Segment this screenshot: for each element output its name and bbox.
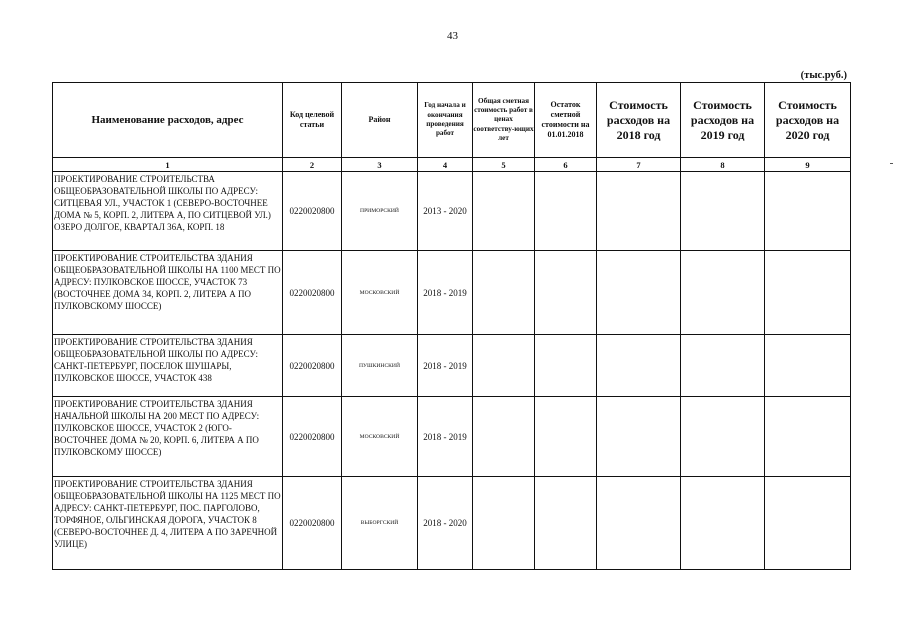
total-cost bbox=[473, 477, 535, 570]
edge-mark bbox=[890, 163, 893, 164]
header-row bbox=[53, 83, 851, 158]
district: ПРИМОРСКИЙ bbox=[342, 172, 418, 251]
units-label: (тыс.руб.) bbox=[800, 70, 847, 81]
remaining-cost bbox=[535, 251, 597, 335]
header-name: Наименование расходов, адрес bbox=[53, 83, 283, 158]
expense-name: ПРОЕКТИРОВАНИЕ СТРОИТЕЛЬСТВА ЗДАНИЯ НАЧАЛЬНОЙ ШКОЛЫ НА 200 МЕСТ ПО АДРЕСУ: ПУЛКОВСКОЕ ШОССЕ, УЧАСТОК 2 (ЮГО-ВОСТОЧНЕЕ ДОМА № 20, КОРП. 6, ЛИТЕРА А ПО ПУЛКОВСКОМУ ШОССЕ) bbox=[53, 397, 283, 477]
expense-name: ПРОЕКТИРОВАНИЕ СТРОИТЕЛЬСТВА ЗДАНИЯ ОБЩЕОБРАЗОВАТЕЛЬНОЙ ШКОЛЫ НА 1100 МЕСТ ПО АДРЕСУ: ПУЛКОВСКОЕ ШОССЕ, УЧАСТОК 73 (ВОСТОЧНЕЕ ДОМА 34, КОРП. 2, ЛИТЕРА А ПО ПУЛКОВСКОМУ ШОССЕ) bbox=[53, 251, 283, 335]
remaining-cost bbox=[535, 172, 597, 251]
header-total: Общая сметная стоимость работ в ценах соответству-ющих лет bbox=[473, 83, 535, 158]
column-number: 4 bbox=[418, 158, 473, 172]
total-cost bbox=[473, 251, 535, 335]
column-number: 8 bbox=[681, 158, 765, 172]
budget-code: 0220020800 bbox=[283, 172, 342, 251]
cost-2020 bbox=[765, 335, 851, 397]
budget-code: 0220020800 bbox=[283, 251, 342, 335]
district: ВЫБОРГСКИЙ bbox=[342, 477, 418, 570]
header-code: Код целевой статьи bbox=[283, 83, 342, 158]
header-cost-2018: Стоимость расходов на 2018 год bbox=[597, 83, 681, 158]
work-years: 2018 - 2019 bbox=[418, 335, 473, 397]
expense-name: ПРОЕКТИРОВАНИЕ СТРОИТЕЛЬСТВА ЗДАНИЯ ОБЩЕОБРАЗОВАТЕЛЬНОЙ ШКОЛЫ ПО АДРЕСУ: САНКТ-ПЕТЕРБУРГ, ПОСЕЛОК ШУШАРЫ, ПУЛКОВСКОЕ ШОССЕ, УЧАСТОК 438 bbox=[53, 335, 283, 397]
work-years: 2018 - 2019 bbox=[418, 397, 473, 477]
budget-table bbox=[52, 82, 851, 570]
table-row bbox=[53, 251, 851, 335]
cost-2020 bbox=[765, 397, 851, 477]
remaining-cost bbox=[535, 397, 597, 477]
column-number: 2 bbox=[283, 158, 342, 172]
header-years: Год начала и окончания проведения работ bbox=[418, 83, 473, 158]
work-years: 2018 - 2020 bbox=[418, 477, 473, 570]
cost-2020 bbox=[765, 477, 851, 570]
remaining-cost bbox=[535, 477, 597, 570]
budget-code: 0220020800 bbox=[283, 477, 342, 570]
district: МОСКОВСКИЙ bbox=[342, 397, 418, 477]
expense-name: ПРОЕКТИРОВАНИЕ СТРОИТЕЛЬСТВА ЗДАНИЯ ОБЩЕОБРАЗОВАТЕЛЬНОЙ ШКОЛЫ НА 1125 МЕСТ ПО АДРЕСУ: САНКТ-ПЕТЕРБУРГ, ПОС. ПАРГОЛОВО, ТОРФЯНОЕ, ОЛЬГИНСКАЯ ДОРОГА, УЧАСТОК 8 (СЕВЕРО-ВОСТОЧНЕЕ Д. 4, ЛИТЕРА А ПО ЗАРЕЧНОЙ УЛИЦЕ) bbox=[53, 477, 283, 570]
cost-2020 bbox=[765, 172, 851, 251]
page-number: 43 bbox=[447, 30, 458, 42]
district: МОСКОВСКИЙ bbox=[342, 251, 418, 335]
budget-code: 0220020800 bbox=[283, 397, 342, 477]
column-number: 5 bbox=[473, 158, 535, 172]
column-number: 7 bbox=[597, 158, 681, 172]
total-cost bbox=[473, 335, 535, 397]
header-remainder: Остаток сметной стоимости на 01.01.2018 bbox=[535, 83, 597, 158]
cost-2018 bbox=[597, 251, 681, 335]
cost-2018 bbox=[597, 335, 681, 397]
total-cost bbox=[473, 397, 535, 477]
work-years: 2018 - 2019 bbox=[418, 251, 473, 335]
cost-2020 bbox=[765, 251, 851, 335]
cost-2019 bbox=[681, 335, 765, 397]
column-number: 9 bbox=[765, 158, 851, 172]
cost-2019 bbox=[681, 397, 765, 477]
table-row bbox=[53, 397, 851, 477]
cost-2018 bbox=[597, 172, 681, 251]
header-cost-2020: Стоимость расходов на 2020 год bbox=[765, 83, 851, 158]
cost-2019 bbox=[681, 251, 765, 335]
column-number: 6 bbox=[535, 158, 597, 172]
column-number: 3 bbox=[342, 158, 418, 172]
budget-code: 0220020800 bbox=[283, 335, 342, 397]
column-number-row bbox=[53, 158, 851, 172]
table-row bbox=[53, 477, 851, 570]
table-row bbox=[53, 335, 851, 397]
cost-2019 bbox=[681, 172, 765, 251]
remaining-cost bbox=[535, 335, 597, 397]
cost-2018 bbox=[597, 477, 681, 570]
header-cost-2019: Стоимость расходов на 2019 год bbox=[681, 83, 765, 158]
work-years: 2013 - 2020 bbox=[418, 172, 473, 251]
header-district: Район bbox=[342, 83, 418, 158]
expense-name: ПРОЕКТИРОВАНИЕ СТРОИТЕЛЬСТВА ОБЩЕОБРАЗОВАТЕЛЬНОЙ ШКОЛЫ ПО АДРЕСУ: СИТЦЕВАЯ УЛ., УЧАСТОК 1 (СЕВЕРО-ВОСТОЧНЕЕ ДОМА № 5, КОРП. 2, ЛИТЕРА А, ПО СИТЦЕВОЙ УЛ.) ОЗЕРО ДОЛГОЕ, КВАРТАЛ 36А, КОРП. 18 bbox=[53, 172, 283, 251]
total-cost bbox=[473, 172, 535, 251]
column-number: 1 bbox=[53, 158, 283, 172]
cost-2018 bbox=[597, 397, 681, 477]
table-row bbox=[53, 172, 851, 251]
cost-2019 bbox=[681, 477, 765, 570]
district: ПУШКИНСКИЙ bbox=[342, 335, 418, 397]
